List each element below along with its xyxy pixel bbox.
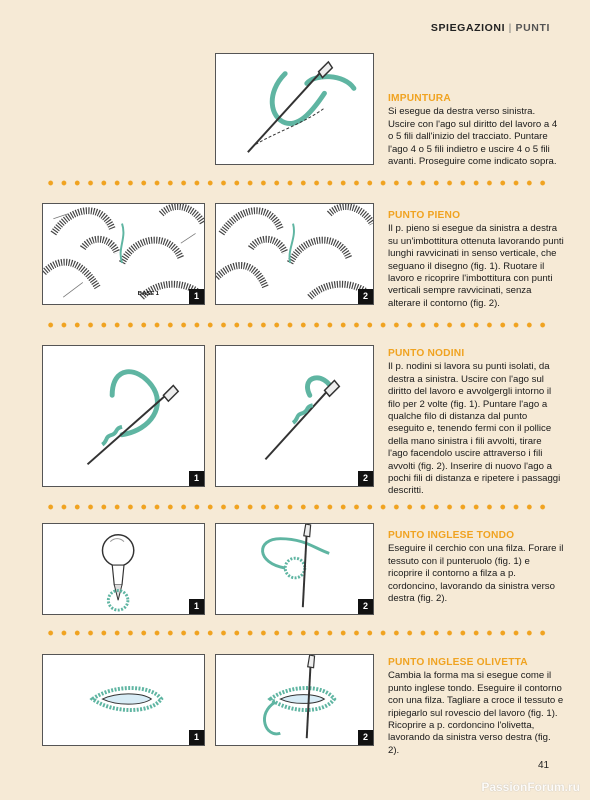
page-number: 41 <box>538 760 550 771</box>
figure-punto-nodini-1 <box>42 345 205 487</box>
figure-number: 1 <box>189 599 204 614</box>
section-punto-pieno <box>388 210 564 310</box>
figure-number: 1 <box>189 471 204 486</box>
figure-impuntura <box>215 53 374 165</box>
needle-illustration <box>216 524 373 614</box>
header-section: SPIEGAZIONI <box>430 22 506 34</box>
awl-illustration <box>43 524 204 614</box>
dotted-divider <box>44 504 550 510</box>
running-header <box>431 22 550 34</box>
pattern-illustration <box>43 204 204 304</box>
needle-illustration <box>216 54 373 164</box>
figure-punto-pieno-1 <box>42 203 205 305</box>
section-body: Si esegue da destra verso sinistra. Uscire con l'ago sul diritto del lavoro a 4 o 5 fili dall'inizio del tracciato. Puntare l'ago 4 o 5 fili indietro e uscire 4 o 5 fili avanti. Proseguire come indicato sopra. <box>388 106 558 168</box>
needle-illustration <box>216 655 373 745</box>
section-title: PUNTO NODINI <box>388 348 465 359</box>
figure-punto-pieno-2 <box>215 203 374 305</box>
figure-number: 1 <box>189 730 204 745</box>
figure-inglese-olivetta-2 <box>215 654 374 746</box>
figure-number: 2 <box>358 471 373 486</box>
header-topic: PUNTI <box>515 22 550 34</box>
figure-number: 1 <box>189 289 204 304</box>
section-title: IMPUNTURA <box>388 93 451 104</box>
section-body: Cambia la forma ma si esegue come il punto inglese tondo. Eseguire il contorno con una filza. Tagliare a croce il tessuto e ripiegarlo sul rovescio del lavoro (fig. 1). Ricoprire a p. cordoncino l'olivetta, lavorando da sinistra verso destra (fig. 2). <box>388 670 564 756</box>
section-body: Il p. pieno si esegue da sinistra a destra su un'imbottitura ottenuta lavorando punti lunghi ravvicinati in senso verticale, che seguano il disegno (fig. 1). Ruotare il lavoro e ricoprire l'imbottitura con punti verticali sempre ravvicinati, senza alterare il contorno (fig. 2). <box>388 223 564 309</box>
header-separator: | <box>505 22 516 34</box>
figure-number: 2 <box>358 599 373 614</box>
dotted-divider <box>44 180 550 186</box>
olive-illustration <box>43 655 204 745</box>
section-title: PUNTO INGLESE OLIVETTA <box>388 657 528 668</box>
dotted-divider <box>44 322 550 328</box>
figure-inglese-tondo-1 <box>42 523 205 615</box>
figure-inglese-olivetta-1 <box>42 654 205 746</box>
dotted-divider <box>44 630 550 636</box>
section-punto-nodini <box>388 348 564 498</box>
section-title: PUNTO INGLESE TONDO <box>388 530 515 541</box>
section-title: PUNTO PIENO <box>388 210 461 221</box>
figure-inglese-tondo-2 <box>215 523 374 615</box>
figure-number: 2 <box>358 730 373 745</box>
section-body: Il p. nodini si lavora su punti isolati, da destra a sinistra. Uscire con l'ago sul diritto del lavoro e avvolgergli intorno il filo per 2 volte (fig. 1). Puntare l'ago a qualche filo di distanza dal punto eseguito e, tenendo fermi con il pollice della mano sinistra i fili avvolti, tirare l'ago facendolo uscire attraverso i fili avvolti (fig. 2). Inserire di nuovo l'ago a pochi fili di distanza e ripetere i passaggi descritti. <box>388 361 561 497</box>
needle-illustration <box>43 346 204 486</box>
pattern-illustration <box>216 204 373 304</box>
section-inglese-tondo <box>388 530 564 605</box>
figure-punto-nodini-2 <box>215 345 374 487</box>
watermark: PassionForum.ru <box>481 780 580 794</box>
needle-illustration <box>216 346 373 486</box>
section-body: Eseguire il cerchio con una filza. Forare il tessuto con il punteruolo (fig. 1) e ricoprire il contorno a filza a p. cordoncino, lavorando da sinistra verso destra (fig. 2). <box>388 543 564 605</box>
section-impuntura <box>388 93 564 168</box>
section-inglese-olivetta <box>388 657 564 757</box>
base-label: BASE 1 <box>137 291 159 298</box>
figure-number: 2 <box>358 289 373 304</box>
